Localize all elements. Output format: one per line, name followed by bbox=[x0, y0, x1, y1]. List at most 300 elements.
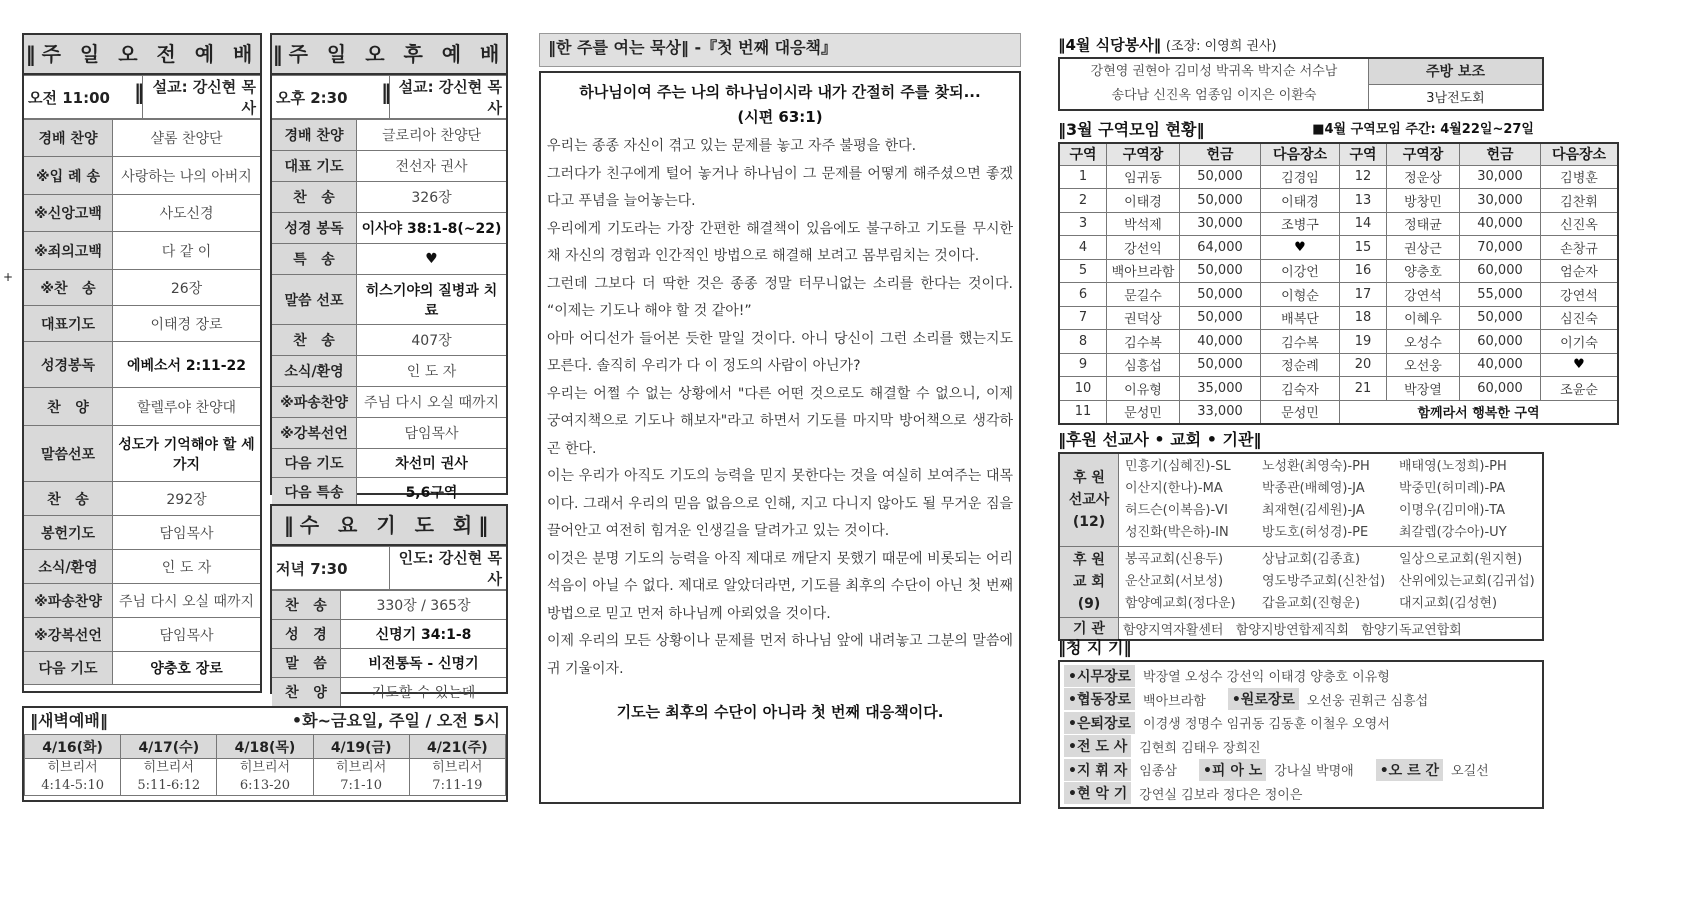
district-cell: 10 bbox=[1059, 377, 1107, 401]
district-cell: 9 bbox=[1059, 353, 1107, 377]
district-cell: 70,000 bbox=[1460, 236, 1541, 260]
afternoon-label: 대표 기도 bbox=[272, 151, 357, 182]
dawn-reading bbox=[313, 759, 409, 796]
wednesday-service-title: ‖수 요 기 도 회‖ bbox=[272, 506, 506, 546]
church-entry: 영도방주교회(신찬섭) bbox=[1262, 574, 1386, 589]
district-cell: 이기숙 bbox=[1541, 330, 1619, 354]
district-footer: 함께라서 행복한 구역 bbox=[1340, 400, 1619, 424]
district-cell: 오성수 bbox=[1387, 330, 1460, 354]
district-row bbox=[1059, 306, 1618, 330]
district-cell: 40,000 bbox=[1180, 330, 1261, 354]
missionary-entry: 방도호(허성경)-PE bbox=[1262, 525, 1369, 540]
afternoon-row bbox=[272, 478, 506, 507]
district-cell: 50,000 bbox=[1180, 283, 1261, 307]
missionary-entry-row bbox=[1125, 522, 1536, 544]
morning-value: 성도가 기억해야 할 세 가지 bbox=[113, 426, 261, 482]
morning-value: 이태경 장로 bbox=[113, 306, 261, 342]
afternoon-value: 주님 다시 오실 때까지 bbox=[357, 387, 507, 418]
morning-label: ※강복선언 bbox=[24, 618, 113, 652]
afternoon-preacher: 설교: 강신현 목사 bbox=[389, 76, 506, 119]
church-entry: 일상으로교회(원지현) bbox=[1399, 552, 1523, 567]
wednesday-value: 기도할 수 있는데 bbox=[341, 678, 507, 707]
missionary-entry: 이명우(김미애)-TA bbox=[1399, 503, 1506, 518]
district-cell: 60,000 bbox=[1460, 377, 1541, 401]
district-cell: 신진옥 bbox=[1541, 212, 1619, 236]
meditation-paragraph: 우리는 종종 자신이 겪고 있는 문제를 놓고 자주 불평을 한다. bbox=[547, 138, 917, 154]
district-cell: 양충호 bbox=[1387, 259, 1460, 283]
dawn-book: 히브리서 bbox=[143, 760, 194, 775]
district-cell: 조병구 bbox=[1261, 212, 1340, 236]
meditation-paragraph: 우리에게 기도라는 가장 간편한 해결책이 있음에도 불구하고 기도를 무시한 채 자신의 경험과 인간적인 방법으로 해결해 보려고 몸부림치는 것이다. bbox=[547, 220, 1013, 264]
afternoon-value: 326장 bbox=[357, 182, 507, 213]
district-table bbox=[1058, 142, 1619, 425]
church-entry: 대지교회(김성현) bbox=[1399, 596, 1498, 611]
afternoon-row bbox=[272, 120, 506, 151]
afternoon-row bbox=[272, 182, 506, 213]
missionary-entry: 최재현(김세원)-JA bbox=[1262, 503, 1365, 518]
dawn-reading bbox=[25, 759, 121, 796]
afternoon-value: 담임목사 bbox=[357, 418, 507, 449]
afternoon-service-title: ‖주 일 오 후 예 배‖ bbox=[272, 35, 506, 75]
afternoon-row bbox=[272, 356, 506, 387]
district-row bbox=[1059, 330, 1618, 354]
morning-label: ※파송찬양 bbox=[24, 584, 113, 618]
morning-value: 담임목사 bbox=[113, 516, 261, 550]
dawn-schedule-table bbox=[24, 734, 506, 796]
wednesday-time: 저녁 7:30 bbox=[272, 547, 389, 590]
district-row bbox=[1059, 377, 1618, 401]
morning-value: 주님 다시 오실 때까지 bbox=[113, 584, 261, 618]
morning-row bbox=[24, 516, 260, 550]
morning-value: 에베소서 2:11-22 bbox=[113, 342, 261, 388]
church-label: 후 원 교 회 (9) bbox=[1059, 547, 1119, 618]
district-cell: 11 bbox=[1059, 400, 1107, 424]
morning-label: ※입 례 송 bbox=[24, 157, 113, 195]
missions-table bbox=[1058, 452, 1544, 641]
district-cell: 이강언 bbox=[1261, 259, 1340, 283]
district-note: ■4월 구역모임 주간: 4월22일~27일 bbox=[1312, 122, 1534, 137]
afternoon-value: 글로리아 찬양단 bbox=[357, 120, 507, 151]
dawn-book: 히브리서 bbox=[336, 760, 387, 775]
district-cell: 3 bbox=[1059, 212, 1107, 236]
afternoon-label: 경배 찬양 bbox=[272, 120, 357, 151]
wednesday-row bbox=[272, 678, 506, 707]
district-cell: 권상근 bbox=[1387, 236, 1460, 260]
org-list: 함양지역자활센터 함양지방연합제직회 함양기독교연합회 bbox=[1119, 618, 1544, 640]
district-cell: 김찬휘 bbox=[1541, 189, 1619, 213]
dawn-day: 4/16(화) bbox=[25, 735, 121, 759]
morning-row bbox=[24, 306, 260, 342]
afternoon-row bbox=[272, 387, 506, 418]
district-cell: 심흥섭 bbox=[1107, 353, 1180, 377]
margin-mark: + bbox=[3, 270, 14, 284]
dawn-title: ‖새벽예배‖ bbox=[30, 711, 108, 730]
district-cell: 40,000 bbox=[1460, 212, 1541, 236]
meditation-paragraph: 이는 우리가 아직도 기도의 능력을 믿지 못한다는 것을 여실히 보여주는 대목이다. 그래서 우리의 믿음 없음으로 인해, 지고 다니지 않아도 될 무거운 짐을 끌어안고 여전히 힘겨운 인생길을 달려가고 있는 것이다. bbox=[547, 468, 1013, 539]
missionary-entry: 박중민(허미례)-PA bbox=[1399, 481, 1506, 496]
missions-panel bbox=[1058, 428, 1544, 638]
steward-role: •지 휘 자 bbox=[1064, 759, 1131, 781]
meditation-panel bbox=[539, 33, 1021, 802]
district-cell: 30,000 bbox=[1460, 189, 1541, 213]
morning-label: 찬 송 bbox=[24, 482, 113, 516]
meditation-verse-title: 하나님이여 주는 나의 하나님이시라 내가 간절히 주를 찾되... bbox=[579, 83, 981, 101]
dawn-service-panel bbox=[22, 706, 508, 802]
district-cell: 30,000 bbox=[1180, 212, 1261, 236]
district-cell: 1 bbox=[1059, 165, 1107, 189]
district-cell: 13 bbox=[1340, 189, 1387, 213]
district-cell: 60,000 bbox=[1460, 330, 1541, 354]
afternoon-label: 다음 특송 bbox=[272, 478, 357, 507]
afternoon-row bbox=[272, 325, 506, 356]
district-row bbox=[1059, 165, 1618, 189]
district-row bbox=[1059, 353, 1618, 377]
morning-row bbox=[24, 426, 260, 482]
afternoon-value: 이사야 38:1-8(~22) bbox=[357, 213, 507, 244]
steward-names: 임종삼 bbox=[1139, 764, 1177, 780]
district-cell: 50,000 bbox=[1180, 189, 1261, 213]
morning-value: 사랑하는 나의 아버지 bbox=[113, 157, 261, 195]
district-cell: 8 bbox=[1059, 330, 1107, 354]
district-cell: 강연석 bbox=[1387, 283, 1460, 307]
district-title: ‖3월 구역모임 현황‖ bbox=[1058, 120, 1205, 139]
district-cell: 문성민 bbox=[1107, 400, 1180, 424]
morning-label: 봉헌기도 bbox=[24, 516, 113, 550]
steward-row bbox=[1064, 688, 1538, 712]
morning-service-title: ‖주 일 오 전 예 배‖ bbox=[24, 35, 260, 75]
cafeteria-title: ‖4월 식당봉사‖ bbox=[1058, 36, 1162, 54]
morning-value: 다 같 이 bbox=[113, 232, 261, 270]
steward-names: 오선웅 권휘근 심흥섭 bbox=[1306, 693, 1429, 709]
meditation-paragraph: 그러다가 친구에게 털어 놓거나 하나님이 그 문제를 어떻게 해주셨으면 좋겠다고 푸념을 늘어놓는다. bbox=[547, 165, 1013, 209]
district-cell: 17 bbox=[1340, 283, 1387, 307]
district-cell: 60,000 bbox=[1460, 259, 1541, 283]
morning-value: 26장 bbox=[113, 270, 261, 306]
afternoon-label: 말씀 선포 bbox=[272, 275, 357, 325]
meditation-paragraph: 이제 우리의 모든 상황이나 문제를 먼저 하나님 앞에 내려놓고 그분의 말씀에 귀 기울이자. bbox=[547, 633, 1013, 677]
steward-role: •시무장로 bbox=[1064, 665, 1135, 687]
district-cell: 이혜우 bbox=[1387, 306, 1460, 330]
afternoon-row bbox=[272, 449, 506, 478]
steward-names: 이경생 정명수 임귀동 김동훈 이철우 오영서 bbox=[1143, 717, 1390, 733]
steward-role: •은퇴장로 bbox=[1064, 712, 1135, 734]
district-cell: 55,000 bbox=[1460, 283, 1541, 307]
afternoon-row bbox=[272, 213, 506, 244]
wednesday-row bbox=[272, 591, 506, 620]
church-entry-row bbox=[1125, 549, 1536, 571]
dawn-day: 4/19(금) bbox=[313, 735, 409, 759]
steward-row bbox=[1064, 735, 1538, 759]
district-cell: 정운상 bbox=[1387, 165, 1460, 189]
dawn-verse: 6:13-20 bbox=[239, 778, 291, 793]
morning-row bbox=[24, 270, 260, 306]
dawn-days-row bbox=[25, 735, 506, 759]
cafeteria-names-line1: 강현영 권현아 김미성 박귀옥 박지순 서수남 bbox=[1090, 64, 1338, 79]
missionary-entry-row bbox=[1125, 456, 1536, 478]
morning-service-panel bbox=[22, 33, 262, 693]
missionary-entry: 노성환(최영숙)-PH bbox=[1262, 459, 1370, 474]
morning-value: 양충호 장로 bbox=[113, 652, 261, 685]
district-cell: 김숙자 bbox=[1261, 377, 1340, 401]
afternoon-row bbox=[272, 418, 506, 449]
dawn-book: 히브리서 bbox=[239, 760, 291, 775]
steward-title: ‖청 지 기‖ bbox=[1058, 638, 1132, 657]
morning-label: 경배 찬양 bbox=[24, 120, 113, 157]
church-entry-row bbox=[1125, 571, 1536, 593]
district-cell: 김수복 bbox=[1261, 330, 1340, 354]
missions-title: ‖후원 선교사 • 교회 • 기관‖ bbox=[1058, 430, 1262, 449]
steward-role: •현 악 기 bbox=[1064, 782, 1131, 804]
wednesday-label: 찬 송 bbox=[272, 591, 341, 620]
afternoon-value: 5,6구역 bbox=[357, 478, 507, 507]
district-cell: 강선익 bbox=[1107, 236, 1180, 260]
missionary-entry-row bbox=[1125, 478, 1536, 500]
district-cell: 강연석 bbox=[1541, 283, 1619, 307]
dawn-verse: 5:11-6:12 bbox=[137, 778, 201, 793]
district-cell: 50,000 bbox=[1460, 306, 1541, 330]
missionary-entry: 이산지(한나)-MA bbox=[1125, 481, 1223, 496]
district-cell: 김병훈 bbox=[1541, 165, 1619, 189]
district-header-cell: 다음장소 bbox=[1541, 143, 1619, 165]
afternoon-order-table bbox=[272, 119, 506, 507]
afternoon-label: 찬 송 bbox=[272, 325, 357, 356]
district-cell: 16 bbox=[1340, 259, 1387, 283]
morning-row bbox=[24, 652, 260, 685]
district-cell: 50,000 bbox=[1180, 165, 1261, 189]
missionary-entry: 최갈렙(강수아)-UY bbox=[1399, 525, 1507, 540]
district-cell: 문성민 bbox=[1261, 400, 1340, 424]
afternoon-label: 소식/환영 bbox=[272, 356, 357, 387]
steward-row bbox=[1064, 782, 1538, 806]
church-entry: 봉곡교회(신용두) bbox=[1125, 552, 1224, 567]
afternoon-time: 오후 2:30 bbox=[272, 76, 389, 119]
district-cell: 이태경 bbox=[1261, 189, 1340, 213]
afternoon-row bbox=[272, 244, 506, 275]
district-row bbox=[1059, 212, 1618, 236]
meditation-paragraph: 그런데 그보다 더 딱한 것은 종종 정말 터무니없는 소리를 한다는 것이다. “이제는 기도나 해야 할 것 같아!” bbox=[547, 275, 1013, 319]
district-row bbox=[1059, 236, 1618, 260]
steward-role: •오 르 간 bbox=[1376, 759, 1443, 781]
dawn-reading bbox=[217, 759, 313, 796]
morning-value: 사도신경 bbox=[113, 195, 261, 232]
missionary-entry: 성진화(박은하)-IN bbox=[1125, 525, 1229, 540]
district-cell: 권덕상 bbox=[1107, 306, 1180, 330]
district-cell: 50,000 bbox=[1180, 353, 1261, 377]
afternoon-label: 특 송 bbox=[272, 244, 357, 275]
missionary-entry: 박종관(배혜영)-JA bbox=[1262, 481, 1365, 496]
district-cell: 30,000 bbox=[1460, 165, 1541, 189]
steward-row bbox=[1064, 711, 1538, 735]
morning-value: 담임목사 bbox=[113, 618, 261, 652]
morning-row bbox=[24, 550, 260, 584]
morning-label: 소식/환영 bbox=[24, 550, 113, 584]
morning-label: 대표기도 bbox=[24, 306, 113, 342]
district-cell: 14 bbox=[1340, 212, 1387, 236]
morning-time: 오전 11:00 bbox=[24, 76, 142, 119]
district-cell: 정순례 bbox=[1261, 353, 1340, 377]
wednesday-label: 말 씀 bbox=[272, 649, 341, 678]
district-cell: 21 bbox=[1340, 377, 1387, 401]
meditation-paragraph: 우리는 어쩔 수 없는 상황에서 "다른 어떤 것으로도 해결할 수 없으니, 이제 궁여지책으로 기도나 해보자"라고 하면서 기도를 마지막 방어책으로 생각하곤 한다. bbox=[547, 385, 1013, 457]
afternoon-label: ※강복선언 bbox=[272, 418, 357, 449]
dawn-verse: 7:1-10 bbox=[340, 778, 383, 793]
district-header-cell: 다음장소 bbox=[1261, 143, 1340, 165]
district-row bbox=[1059, 189, 1618, 213]
district-row bbox=[1059, 283, 1618, 307]
district-cell: 19 bbox=[1340, 330, 1387, 354]
district-cell: 정태균 bbox=[1387, 212, 1460, 236]
morning-row bbox=[24, 157, 260, 195]
district-panel bbox=[1058, 118, 1607, 423]
steward-names: 백아브라함 bbox=[1143, 693, 1206, 709]
dawn-reading bbox=[121, 759, 217, 796]
district-cell: 33,000 bbox=[1180, 400, 1261, 424]
morning-label: ※신앙고백 bbox=[24, 195, 113, 232]
morning-value: 292장 bbox=[113, 482, 261, 516]
district-cell: 12 bbox=[1340, 165, 1387, 189]
district-cell: ♥ bbox=[1541, 353, 1619, 377]
dawn-reading bbox=[409, 759, 505, 796]
dawn-day: 4/17(수) bbox=[121, 735, 217, 759]
cafeteria-panel bbox=[1058, 33, 1544, 113]
church-entry: 산위에있는교회(김귀섭) bbox=[1399, 574, 1535, 589]
missionary-label: 후 원 선교사 (12) bbox=[1059, 453, 1119, 547]
dawn-book: 히브리서 bbox=[47, 760, 98, 775]
district-cell: 7 bbox=[1059, 306, 1107, 330]
district-cell: 백아브라함 bbox=[1107, 259, 1180, 283]
district-header-cell: 구역장 bbox=[1107, 143, 1180, 165]
morning-label: ※죄의고백 bbox=[24, 232, 113, 270]
wednesday-value: 330장 / 365장 bbox=[341, 591, 507, 620]
district-cell: 박장열 bbox=[1387, 377, 1460, 401]
missionary-entry-row bbox=[1125, 500, 1536, 522]
district-cell: ♥ bbox=[1261, 236, 1340, 260]
district-row bbox=[1059, 259, 1618, 283]
afternoon-value: 전선자 권사 bbox=[357, 151, 507, 182]
dawn-day: 4/18(목) bbox=[217, 735, 313, 759]
morning-value: 할렐루야 찬양대 bbox=[113, 388, 261, 426]
district-cell: 문길수 bbox=[1107, 283, 1180, 307]
afternoon-value: 히스기야의 질병과 치료 bbox=[357, 275, 507, 325]
morning-order-table bbox=[24, 119, 260, 685]
dawn-book: 히브리서 bbox=[432, 760, 483, 775]
district-row bbox=[1059, 400, 1618, 424]
wednesday-value: 신명기 34:1-8 bbox=[341, 620, 507, 649]
district-cell: 배복단 bbox=[1261, 306, 1340, 330]
district-cell: 오선웅 bbox=[1387, 353, 1460, 377]
afternoon-value: 인 도 자 bbox=[357, 356, 507, 387]
steward-role: •피 아 노 bbox=[1199, 759, 1266, 781]
district-cell: 18 bbox=[1340, 306, 1387, 330]
meditation-paragraph: 이것은 분명 기도의 능력을 아직 제대로 깨닫지 못했기 때문에 비롯되는 어리석음이 아닐 수 없다. 제대로 알았더라면, 기도를 최후의 수단이 아닌 첫 번째 방법으로 믿고 먼저 하나님께 아뢰었을 것이다. bbox=[547, 550, 1013, 622]
meditation-paragraph: 아마 어디선가 들어본 듯한 말일 것이다. 아니 당신이 그런 소리를 했는지도 모른다. 솔직히 우리가 다 이 정도의 사람이 아닌가? bbox=[547, 330, 1013, 374]
morning-row bbox=[24, 618, 260, 652]
kitchen-assist-label: 주방 보조 bbox=[1369, 58, 1544, 84]
meditation-paragraphs bbox=[547, 133, 1013, 683]
morning-value: 인 도 자 bbox=[113, 550, 261, 584]
cafeteria-names-line2: 송다남 신진옥 엄종임 이지은 이환숙 bbox=[1111, 88, 1317, 103]
district-cell: 5 bbox=[1059, 259, 1107, 283]
steward-list bbox=[1058, 660, 1544, 809]
afternoon-value: 407장 bbox=[357, 325, 507, 356]
wednesday-value: 비전통독 - 신명기 bbox=[341, 649, 507, 678]
district-cell: 이유형 bbox=[1107, 377, 1180, 401]
afternoon-label: ※파송찬양 bbox=[272, 387, 357, 418]
district-header-cell: 헌금 bbox=[1460, 143, 1541, 165]
wednesday-label: 찬 양 bbox=[272, 678, 341, 707]
afternoon-row bbox=[272, 275, 506, 325]
afternoon-row bbox=[272, 151, 506, 182]
morning-row bbox=[24, 388, 260, 426]
district-cell: 4 bbox=[1059, 236, 1107, 260]
district-header-cell: 구역장 bbox=[1387, 143, 1460, 165]
church-entry: 상남교회(김종효) bbox=[1262, 552, 1361, 567]
church-entry-row bbox=[1125, 593, 1536, 615]
dawn-verse: 7:11-19 bbox=[432, 778, 483, 793]
morning-row bbox=[24, 195, 260, 232]
district-cell: 박석제 bbox=[1107, 212, 1180, 236]
afternoon-label: 성경 봉독 bbox=[272, 213, 357, 244]
dawn-verses-row bbox=[25, 759, 506, 796]
district-cell: 엄순자 bbox=[1541, 259, 1619, 283]
wednesday-label: 성 경 bbox=[272, 620, 341, 649]
district-cell: 50,000 bbox=[1180, 306, 1261, 330]
district-cell: 20 bbox=[1340, 353, 1387, 377]
afternoon-label: 찬 송 bbox=[272, 182, 357, 213]
meditation-verse-ref: (시편 63:1) bbox=[737, 108, 823, 126]
wednesday-order-table bbox=[272, 590, 506, 707]
district-header-cell: 구역 bbox=[1059, 143, 1107, 165]
morning-label: 찬 양 bbox=[24, 388, 113, 426]
dawn-schedule: •화~금요일, 주일 / 오전 5시 bbox=[291, 711, 500, 730]
morning-preacher: 설교: 강신현 목사 bbox=[142, 76, 260, 119]
steward-panel bbox=[1058, 636, 1544, 802]
church-entry: 함양예교회(정다운) bbox=[1125, 596, 1236, 611]
steward-names: 강연실 김보라 정다은 정이은 bbox=[1139, 787, 1303, 803]
morning-label: ※찬 송 bbox=[24, 270, 113, 306]
dawn-day: 4/21(주) bbox=[409, 735, 505, 759]
district-header-cell: 헌금 bbox=[1180, 143, 1261, 165]
steward-names: 오길선 bbox=[1451, 764, 1489, 780]
district-header-row bbox=[1059, 143, 1618, 165]
district-cell: 심진숙 bbox=[1541, 306, 1619, 330]
church-entry: 운산교회(서보성) bbox=[1125, 574, 1224, 589]
dawn-verse: 4:14-5:10 bbox=[41, 778, 104, 793]
morning-row bbox=[24, 342, 260, 388]
district-cell: 50,000 bbox=[1180, 259, 1261, 283]
meditation-closing: 기도는 최후의 수단이 아니라 첫 번째 대응책이다. bbox=[616, 703, 944, 721]
steward-row bbox=[1064, 664, 1538, 688]
church-entry: 갑을교회(진형운) bbox=[1262, 596, 1361, 611]
wednesday-service-panel bbox=[270, 504, 508, 701]
morning-row bbox=[24, 584, 260, 618]
missionary-entry: 배태영(노정희)-PH bbox=[1399, 459, 1507, 474]
morning-row bbox=[24, 232, 260, 270]
district-cell: 40,000 bbox=[1460, 353, 1541, 377]
meditation-body bbox=[539, 71, 1021, 804]
district-cell: 이태경 bbox=[1107, 189, 1180, 213]
wednesday-leader: 인도: 강신현 목사 bbox=[389, 547, 506, 590]
missionary-entry: 허드슨(이복음)-VI bbox=[1125, 503, 1228, 518]
meditation-header: ‖한 주를 여는 묵상‖ -『첫 번째 대응책』 bbox=[539, 33, 1021, 67]
steward-role: •원로장로 bbox=[1228, 688, 1299, 710]
steward-role: •협동장로 bbox=[1064, 688, 1135, 710]
morning-row bbox=[24, 120, 260, 157]
district-cell: 방창민 bbox=[1387, 189, 1460, 213]
morning-value: 샬롬 찬양단 bbox=[113, 120, 261, 157]
morning-row bbox=[24, 482, 260, 516]
district-cell: 15 bbox=[1340, 236, 1387, 260]
